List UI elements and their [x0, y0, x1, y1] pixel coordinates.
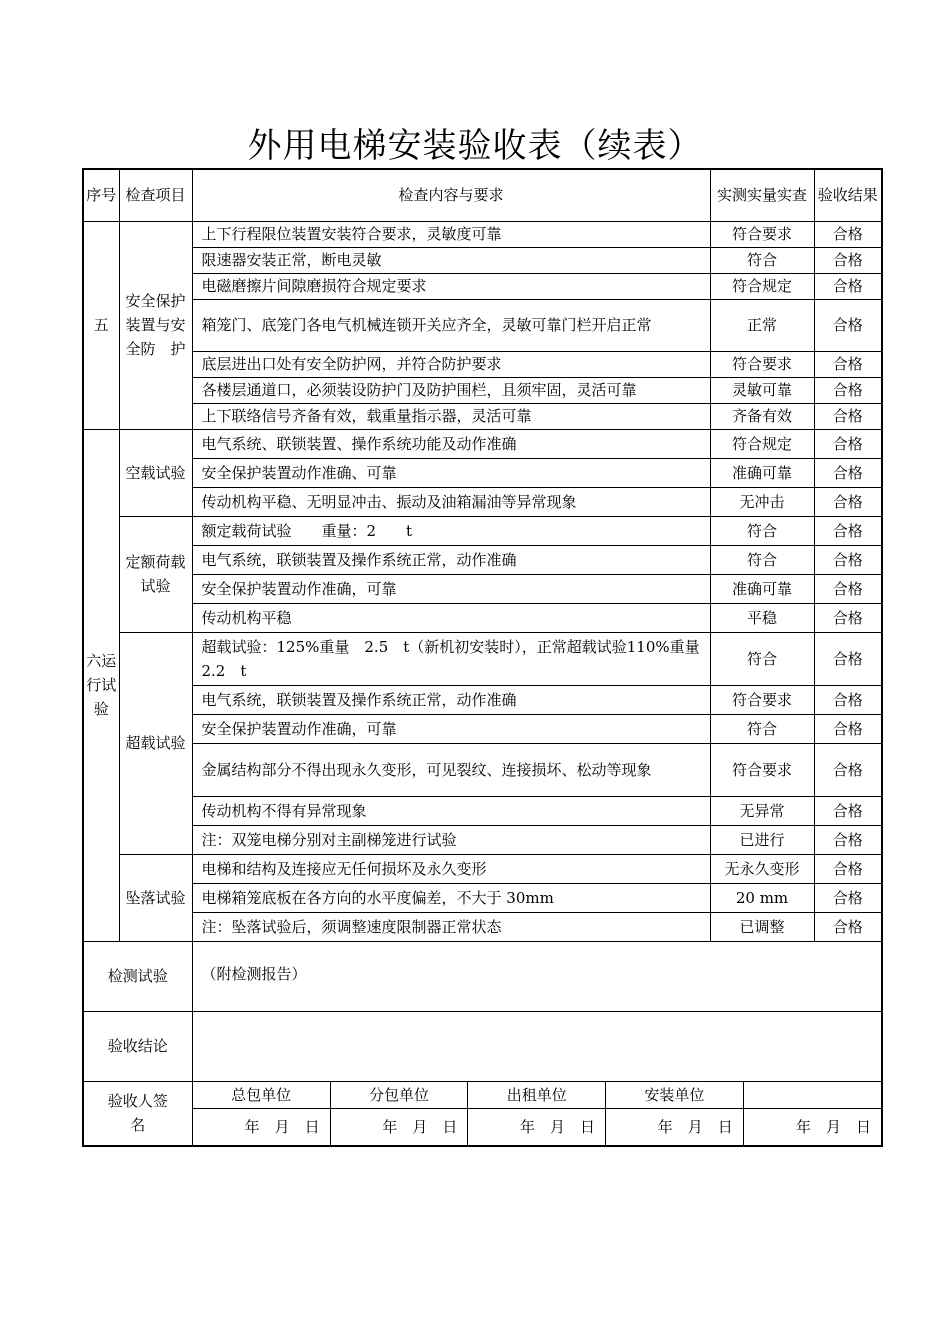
- result-value: 合格: [814, 714, 882, 743]
- section6-seq: 六运行试验: [83, 429, 119, 941]
- measured-value: 平稳: [710, 603, 814, 632]
- result-value: 合格: [814, 825, 882, 854]
- sign-unit-label: [743, 1082, 881, 1109]
- header-content: 检查内容与要求: [192, 169, 710, 221]
- table-row: [83, 714, 882, 743]
- measured-value: 符合要求: [710, 685, 814, 714]
- sign-unit-label: 安装单位: [606, 1082, 744, 1109]
- table-row: [83, 854, 882, 883]
- table-row: [83, 743, 882, 796]
- check-content: 电梯箱笼底板在各方向的水平度偏差，不大于 30mm: [192, 883, 710, 912]
- table-row: [83, 458, 882, 487]
- check-content: 额定载荷试验 重量：2 t: [192, 516, 710, 545]
- measured-value: 符合规定: [710, 429, 814, 458]
- check-content: 传动机构不得有异常现象: [192, 796, 710, 825]
- result-value: 合格: [814, 273, 882, 299]
- table-row: [83, 796, 882, 825]
- measured-value: 已进行: [710, 825, 814, 854]
- sign-unit-label: 总包单位: [193, 1082, 331, 1109]
- measured-value: 符合要求: [710, 743, 814, 796]
- measured-value: 无异常: [710, 796, 814, 825]
- measured-value: 符合规定: [710, 273, 814, 299]
- detection-row: [83, 941, 882, 1011]
- measured-value: 20 mm: [710, 883, 814, 912]
- measured-value: 正常: [710, 299, 814, 351]
- detection-label: 检测试验: [83, 941, 192, 1011]
- detection-value: （附检测报告）: [192, 941, 882, 1011]
- header-row: [83, 169, 882, 221]
- result-value: 合格: [814, 854, 882, 883]
- measured-value: 准确可靠: [710, 458, 814, 487]
- signature-grid: [193, 1082, 882, 1145]
- sign-unit-label: 分包单位: [330, 1082, 468, 1109]
- result-value: 合格: [814, 516, 882, 545]
- sign-date: 年 月 日: [330, 1109, 468, 1145]
- check-content: 安全保护装置动作准确，可靠: [192, 714, 710, 743]
- conclusion-row: [83, 1011, 882, 1081]
- table-row: [83, 247, 882, 273]
- table-row: [83, 429, 882, 458]
- result-value: 合格: [814, 351, 882, 377]
- measured-value: 符合要求: [710, 221, 814, 247]
- measured-value: 无永久变形: [710, 854, 814, 883]
- result-value: 合格: [814, 247, 882, 273]
- result-value: 合格: [814, 299, 882, 351]
- table-row: [83, 487, 882, 516]
- check-content: 传动机构平稳: [192, 603, 710, 632]
- check-content: 注：双笼电梯分别对主副梯笼进行试验: [192, 825, 710, 854]
- check-content: 超载试验：125%重量 2.5 t（新机初安装时），正常超载试验110%重量 2.2 t: [192, 632, 710, 685]
- result-value: 合格: [814, 883, 882, 912]
- check-content: 箱笼门、底笼门各电气机械连锁开关应齐全，灵敏可靠门栏开启正常: [192, 299, 710, 351]
- check-content: 底层进出口处有安全防护网，并符合防护要求: [192, 351, 710, 377]
- measured-value: 已调整: [710, 912, 814, 941]
- check-content: 上下行程限位装置安装符合要求，灵敏度可靠: [192, 221, 710, 247]
- result-value: 合格: [814, 632, 882, 685]
- table-row: [83, 273, 882, 299]
- result-value: 合格: [814, 685, 882, 714]
- header-measured: 实测实量实查: [710, 169, 814, 221]
- measured-value: 齐备有效: [710, 403, 814, 429]
- signature-label: 验收人签名: [83, 1081, 192, 1146]
- result-value: 合格: [814, 912, 882, 941]
- conclusion-value: [192, 1011, 882, 1081]
- header-seq: 序号: [83, 169, 119, 221]
- check-content: 电梯和结构及连接应无任何损坏及永久变形: [192, 854, 710, 883]
- result-value: 合格: [814, 487, 882, 516]
- section5-item: 安全保护装置与安全防 护: [119, 221, 192, 429]
- check-content: 注：坠落试验后，须调整速度限制器正常状态: [192, 912, 710, 941]
- measured-value: 符合: [710, 516, 814, 545]
- sign-unit-label: 出租单位: [468, 1082, 606, 1109]
- result-value: 合格: [814, 603, 882, 632]
- table-row: [83, 403, 882, 429]
- group-item: 空载试验: [119, 429, 192, 516]
- result-value: 合格: [814, 574, 882, 603]
- check-content: 电气系统、联锁装置、操作系统功能及动作准确: [192, 429, 710, 458]
- table-row: [83, 912, 882, 941]
- measured-value: 符合: [710, 247, 814, 273]
- sign-date: 年 月 日: [795, 1117, 871, 1136]
- check-content: 电气系统，联锁装置及操作系统正常，动作准确: [192, 545, 710, 574]
- check-content: 电气系统，联锁装置及操作系统正常，动作准确: [192, 685, 710, 714]
- table-row: [83, 574, 882, 603]
- table-row: [83, 603, 882, 632]
- table-row: [83, 825, 882, 854]
- result-value: 合格: [814, 545, 882, 574]
- group-item: 超载试验: [119, 632, 192, 854]
- result-value: 合格: [814, 458, 882, 487]
- table-row: [83, 516, 882, 545]
- measured-value: 符合: [710, 545, 814, 574]
- table-row: [83, 883, 882, 912]
- measured-value: 灵敏可靠: [710, 377, 814, 403]
- measured-value: 符合要求: [710, 351, 814, 377]
- sign-date: 年 月 日: [193, 1109, 331, 1145]
- group-item: 定额荷载试验: [119, 516, 192, 632]
- header-item: 检查项目: [119, 169, 192, 221]
- table-row: [83, 299, 882, 351]
- table-row: [83, 632, 882, 685]
- table-row: [83, 351, 882, 377]
- check-content: 安全保护装置动作准确、可靠: [192, 458, 710, 487]
- check-content: 安全保护装置动作准确，可靠: [192, 574, 710, 603]
- result-value: 合格: [814, 429, 882, 458]
- check-content: 传动机构平稳、无明显冲击、振动及油箱漏油等异常现象: [192, 487, 710, 516]
- result-value: 合格: [814, 377, 882, 403]
- signature-row: [83, 1081, 882, 1146]
- measured-value: 符合: [710, 714, 814, 743]
- conclusion-label: 验收结论: [83, 1011, 192, 1081]
- section5-seq: 五: [83, 221, 119, 429]
- header-result: 验收结果: [814, 169, 882, 221]
- inspection-table: [82, 168, 883, 1147]
- result-value: 合格: [814, 403, 882, 429]
- measured-value: 准确可靠: [710, 574, 814, 603]
- check-content: 金属结构部分不得出现永久变形，可见裂纹、连接损坏、松动等现象: [192, 743, 710, 796]
- table-row: [83, 545, 882, 574]
- measured-value: 符合: [710, 632, 814, 685]
- sign-date: 年 月 日: [468, 1109, 606, 1145]
- result-value: 合格: [814, 743, 882, 796]
- table-row: [83, 221, 882, 247]
- table-row: [83, 685, 882, 714]
- result-value: 合格: [814, 796, 882, 825]
- check-content: 各楼层通道口，必须装设防护门及防护围栏，且须牢固，灵活可靠: [192, 377, 710, 403]
- group-item: 坠落试验: [119, 854, 192, 941]
- sign-date: 年 月 日: [606, 1109, 744, 1145]
- check-content: 上下联络信号齐备有效，载重量指示器，灵活可靠: [192, 403, 710, 429]
- result-value: 合格: [814, 221, 882, 247]
- table-row: [83, 377, 882, 403]
- check-content: 限速器安装正常，断电灵敏: [192, 247, 710, 273]
- page-title: 外用电梯安装验收表（续表）: [247, 126, 703, 166]
- measured-value: 无冲击: [710, 487, 814, 516]
- check-content: 电磁磨擦片间隙磨损符合规定要求: [192, 273, 710, 299]
